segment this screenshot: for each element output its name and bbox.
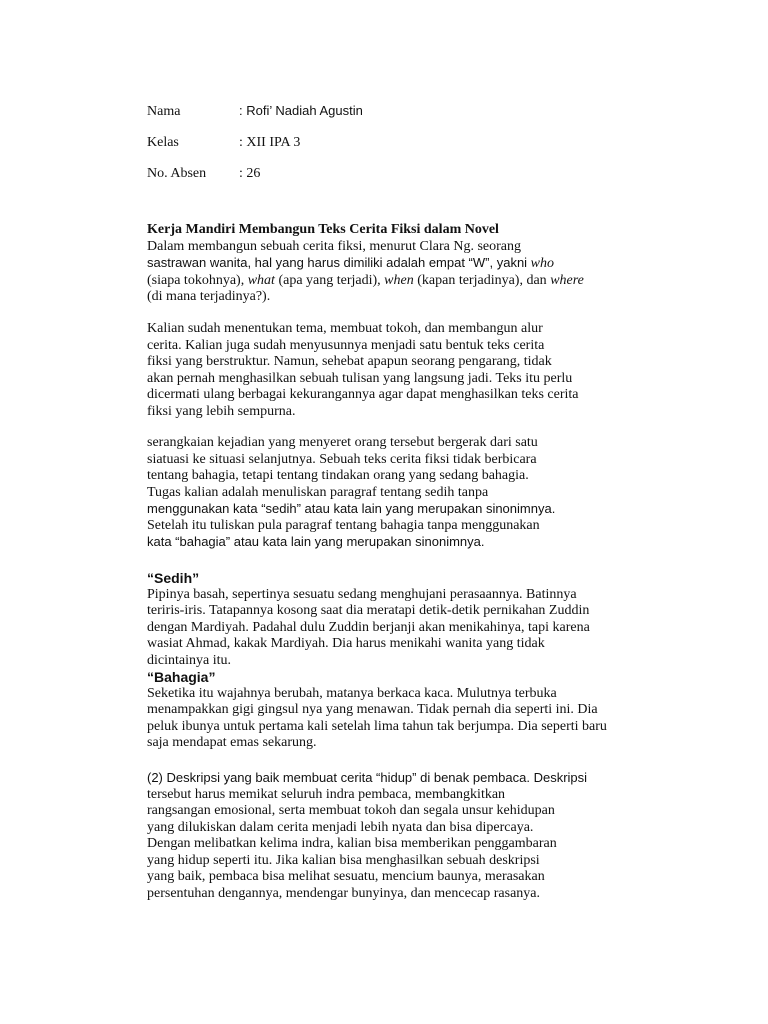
paragraph-line: Dengan melibatkan kelima indra, kalian bisa memberikan penggambaran xyxy=(147,836,557,851)
paragraph-line: akan pernah menghasilkan sebuah tulisan yang langsung jadi. Teks itu perlu xyxy=(147,370,573,386)
paragraph-line: yang dilukiskan dalam cerita menjadi lebih nyata dan bisa dipercaya. xyxy=(147,819,534,835)
line-text: sastrawan wanita, hal yang harus dimiliki adalah empat “W”, yakni xyxy=(147,255,531,270)
task-paragraph xyxy=(147,435,667,551)
revision-paragraph xyxy=(147,321,667,420)
paragraph-line xyxy=(147,273,667,290)
nama-label: Nama xyxy=(147,104,181,119)
paragraph-line: tentang bahagia, tetapi tentang tindakan orang yang sedang bahagia. xyxy=(147,468,529,483)
paragraph-line: Setelah itu tuliskan pula paragraf tentang bahagia tanpa menggunakan xyxy=(147,517,540,533)
bahagia-heading: “Bahagia” xyxy=(147,669,216,685)
paragraph-line: serangkaian kejadian yang menyeret orang tersebut bergerak dari satu xyxy=(147,435,538,450)
paragraph-line: yang hidup seperti itu. Jika kalian bisa menghasilkan sebuah deskripsi xyxy=(147,852,540,868)
paragraph-line: dicintainya itu. xyxy=(147,652,231,668)
paragraph-line: dicermati ulang berbagai kekurangannya agar dapat menghasilkan teks cerita xyxy=(147,387,579,402)
line-text: (siapa tokohnya), xyxy=(147,272,248,288)
kelas-label: Kelas xyxy=(147,135,179,150)
intro-section xyxy=(147,222,667,306)
paragraph-line xyxy=(147,255,667,273)
kelas-row xyxy=(147,135,300,151)
sedih-section xyxy=(147,570,667,669)
paragraph-line: siatuasi ke situasi selanjutnya. Sebuah teks cerita fiksi tidak berbicara xyxy=(147,451,537,467)
paragraph-line: menampakkan gigi gingsul nya yang menawan. Tidak pernah dia seperti ini. Dia xyxy=(147,702,598,717)
term-who: who xyxy=(530,256,555,271)
nama-row xyxy=(147,103,363,120)
paragraph-line: Seketika itu wajahnya berubah, matanya berkaca kaca. Mulutnya terbuka xyxy=(147,685,557,701)
kelas-value: : XII IPA 3 xyxy=(239,135,301,150)
paragraph-line: tersebut harus memikat seluruh indra pembaca, membangkitkan xyxy=(147,786,506,802)
term-where: where xyxy=(550,272,584,288)
section-title: Kerja Mandiri Membangun Teks Cerita Fiksi dalam Novel xyxy=(147,222,499,237)
term-what: what xyxy=(247,272,275,288)
paragraph-line: Kalian sudah menentukan tema, membuat tokoh, dan membangun alur xyxy=(147,321,543,336)
term-when: when xyxy=(384,272,414,288)
paragraph-line: persentuhan dengannya, mendengar bunyinya, dan mencecap rasanya. xyxy=(147,885,541,901)
description-paragraph xyxy=(147,770,667,902)
paragraph-line: Pipinya basah, sepertinya sesuatu sedang menghujani perasaannya. Batinnya xyxy=(147,586,577,602)
bahagia-section xyxy=(147,669,667,752)
paragraph-line: (2) Deskripsi yang baik membuat cerita “hidup” di benak pembaca. Deskripsi xyxy=(147,770,588,785)
sedih-heading: “Sedih” xyxy=(147,570,200,586)
line-text: (kapan terjadinya), dan xyxy=(413,272,551,288)
paragraph-line: wasiat Ahmad, kakak Mardiyah. Dia harus menikahi wanita yang tidak xyxy=(147,636,545,651)
absen-row xyxy=(147,166,260,182)
paragraph-line: menggunakan kata “sedih” atau kata lain yang merupakan sinonimnya. xyxy=(147,501,556,516)
nama-value: : Rofi’ Nadiah Agustin xyxy=(239,103,363,118)
paragraph-line: teriris-iris. Tatapannya kosong saat dia meratapi detik-detik pernikahan Zuddin xyxy=(147,603,590,618)
line-text: (apa yang terjadi), xyxy=(274,272,385,288)
paragraph-line: Tugas kalian adalah menuliskan paragraf tentang sedih tanpa xyxy=(147,484,489,500)
paragraph-line: peluk ibunya untuk pertama kali setelah lima tahun tak berjumpa. Dia seperti baru xyxy=(147,718,607,734)
paragraph-line: cerita. Kalian juga sudah menyusunnya menjadi satu bentuk teks cerita xyxy=(147,337,545,353)
paragraph-line: yang baik, pembaca bisa melihat sesuatu, mencium baunya, merasakan xyxy=(147,869,545,884)
paragraph-line: kata “bahagia” atau kata lain yang merupakan sinonimnya. xyxy=(147,534,485,549)
paragraph-line: (di mana terjadinya?). xyxy=(147,289,271,304)
absen-value: : 26 xyxy=(239,166,261,181)
absen-label: No. Absen xyxy=(147,166,207,181)
paragraph-line: saja mendapat emas sekarung. xyxy=(147,735,317,750)
paragraph-line: Dalam membangun sebuah cerita fiksi, menurut Clara Ng. seorang xyxy=(147,238,521,254)
paragraph-line: fiksi yang berstruktur. Namun, sehebat apapun seorang pengarang, tidak xyxy=(147,354,552,369)
paragraph-line: rangsangan emosional, serta membuat tokoh dan segala unsur kehidupan xyxy=(147,803,555,818)
paragraph-line: fiksi yang lebih sempurna. xyxy=(147,403,296,419)
paragraph-line: dengan Mardiyah. Padahal dulu Zuddin berjanji akan menikahinya, tapi karena xyxy=(147,619,590,635)
